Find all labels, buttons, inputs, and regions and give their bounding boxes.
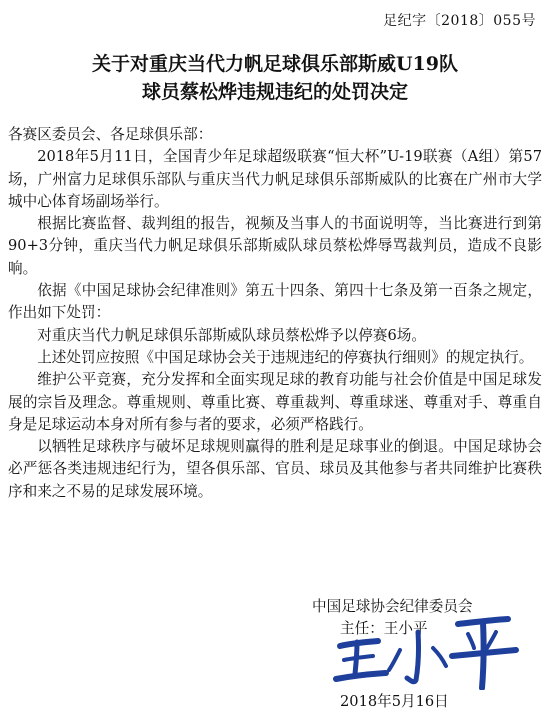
salutation: 各赛区委员会、各足球俱乐部： xyxy=(8,126,213,143)
body-paragraph: 2018年5月11日，全国青少年足球超级联赛“恒大杯”U-19联赛（A组）第57场，广州富力足球俱乐部队与重庆当代力帆足球俱乐部斯威队的比赛在广州市大学城中心体育场副场举行。 xyxy=(8,148,542,210)
body-paragraph: 依据《中国足球协会纪律准则》第五十四条、第四十七条及第一百条之规定，作出如下处罚： xyxy=(8,282,542,322)
body-paragraph: 上述处罚应按照《中国足球协会关于违规违纪的停赛执行细则》的规定执行。 xyxy=(37,348,534,366)
handwritten-signature xyxy=(330,600,530,690)
body-paragraph: 根据比赛监督、裁判组的报告，视频及当事人的书面说明等，当比赛进行到第90+3分钟，重庆当代力帆足球俱乐部斯威队球员蔡松烨辱骂裁判员，造成不良影响。 xyxy=(8,215,542,277)
issuing-organization: 中国足球协会纪律委员会 xyxy=(312,598,473,615)
document-body xyxy=(8,124,542,503)
document-number: 足纪字〔2018〕055号 xyxy=(383,13,536,29)
body-paragraph: 维护公平竞赛，充分发挥和全面实现足球的教育功能与社会价值是中国足球发展的宗旨及理念。尊重规则、尊重比赛、尊重裁判、尊重球迷、尊重对手、尊重自身是足球运动本身对所有参与者的要求，必须严格践行。 xyxy=(8,371,542,433)
document-title-line-2: 球员蔡松烨违规违纪的处罚决定 xyxy=(141,81,408,103)
chair-name: 主任：王小平 xyxy=(340,620,428,637)
document-title-line-1: 关于对重庆当代力帆足球俱乐部斯威U19队 xyxy=(91,53,458,75)
decision-date: 2018年5月16日 xyxy=(340,693,449,710)
body-paragraph: 以牺牲足球秩序与破坏足球规则赢得的胜利是足球事业的倒退。中国足球协会必严惩各类违规违纪行为，望各俱乐部、官员、球员及其他参与者共同维护比赛秩序和来之不易的足球发展环境。 xyxy=(8,438,542,500)
body-paragraph: 对重庆当代力帆足球俱乐部斯威队球员蔡松烨予以停赛6场。 xyxy=(37,326,426,344)
